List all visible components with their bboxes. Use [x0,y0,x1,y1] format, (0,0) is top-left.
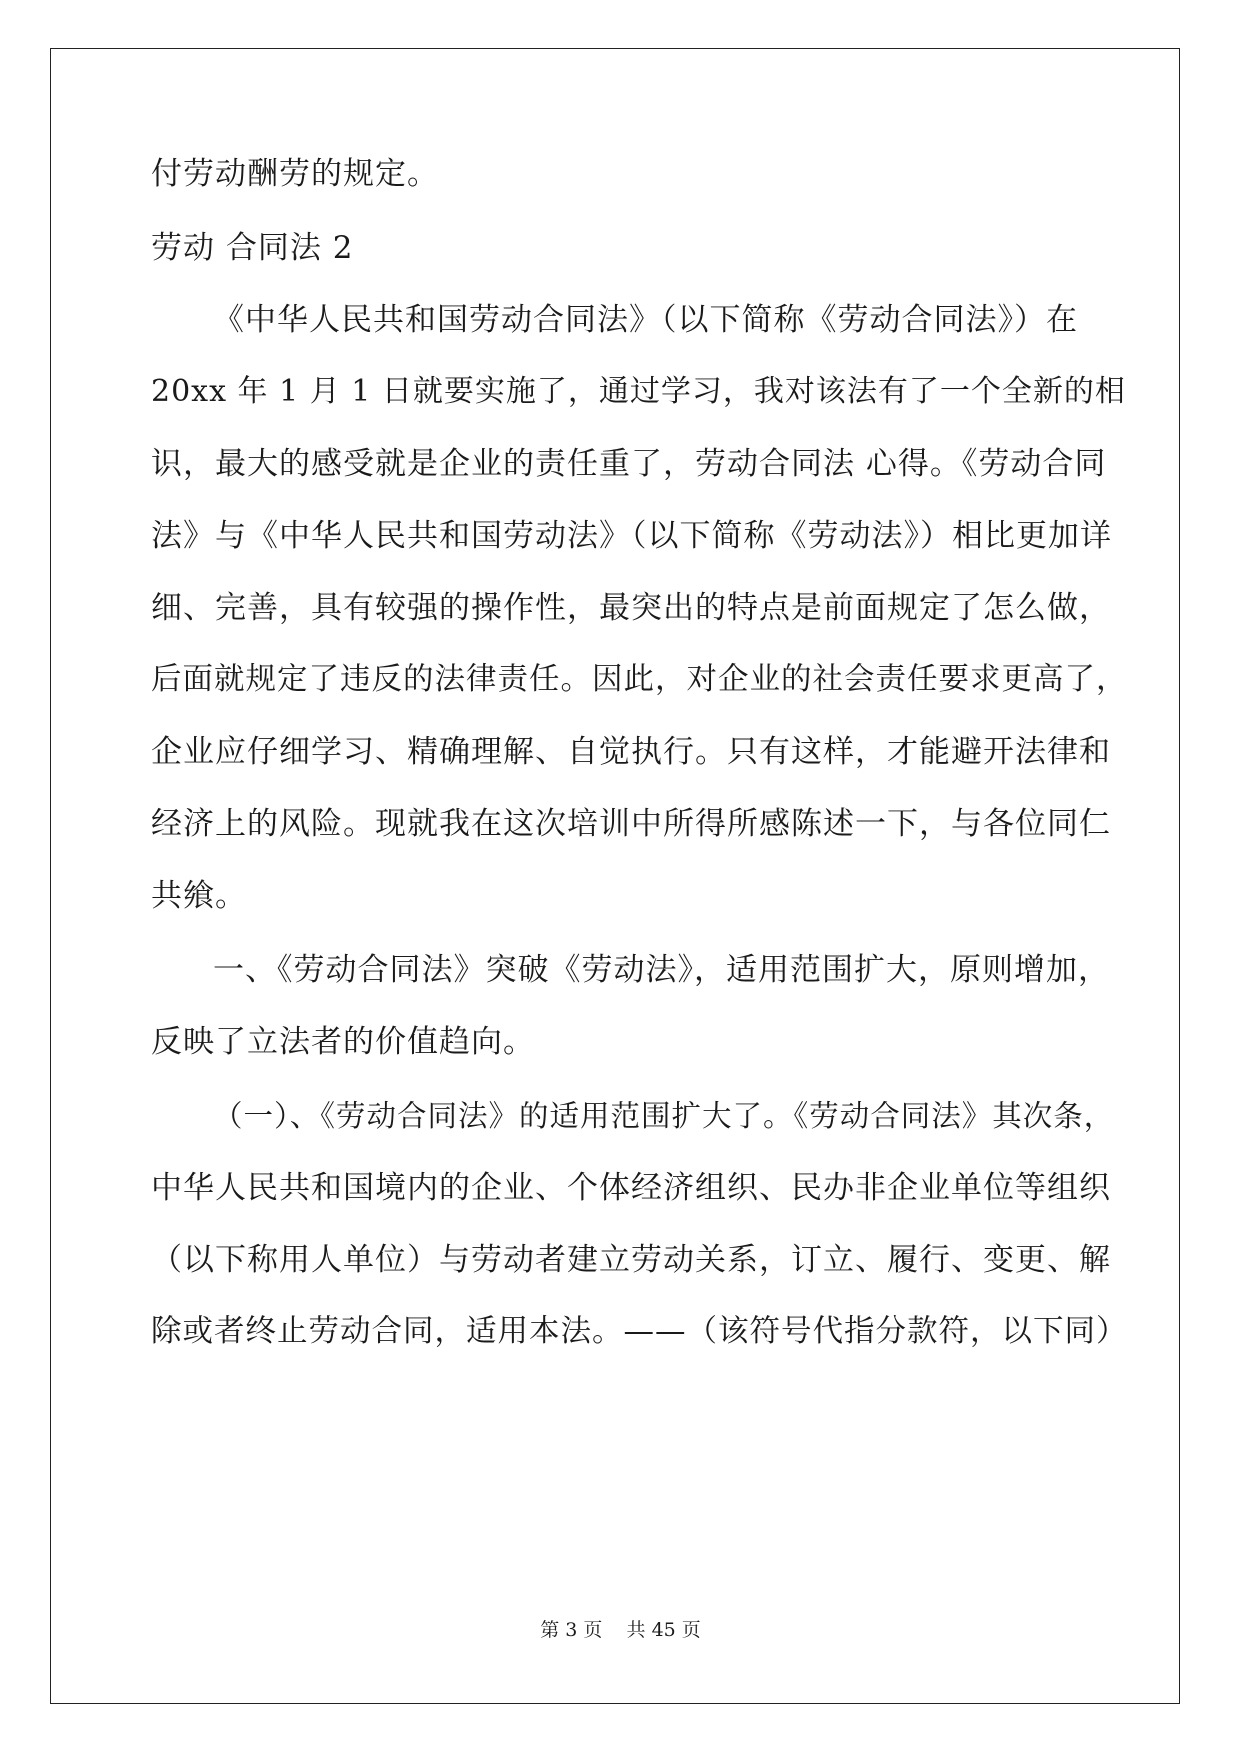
text-line: 20xx 年 1 月 1 日就要实施了，通过学习，我对该法有了一个全新的相 [151,374,1126,409]
text-line: 中华人民共和国境内的企业、个体经济组织、民办非企业单位等组织 [151,1170,1111,1206]
text-line: 反映了立法者的价值趋向。 [151,1024,535,1060]
text-line: （以下称用人单位）与劳动者建立劳动关系，订立、履行、变更、解 [151,1242,1111,1278]
text-line: 《中华人民共和国劳动合同法》（以下简称《劳动合同法》）在 [213,302,1078,338]
text-line: 企业应仔细学习、精确理解、自觉执行。只有这样，才能避开法律和 [151,734,1111,770]
text-line: 共飨。 [151,878,247,914]
page-number-footer: 第 3 页 共 45 页 [540,1619,701,1641]
text-line: （一）、《劳动合同法》的适用范围扩大了。《劳动合同法》其次条， [213,1099,1115,1133]
text-line: 识，最大的感受就是企业的责任重了，劳动合同法 心得。《劳动合同 [151,446,1107,482]
text-line: 后面就规定了违反的法律责任。因此，对企业的社会责任要求更高了， [151,662,1128,697]
text-line: 一、《劳动合同法》突破《劳动法》，适用范围扩大，原则增加， [213,952,1110,988]
text-line: 经济上的风险。现就我在这次培训中所得所感陈述一下，与各位同仁 [151,806,1111,842]
text-line: 付劳动酬劳的规定。 [151,156,439,192]
section-heading: 劳动 合同法 2 [151,230,354,266]
text-line: 细、完善，具有较强的操作性，最突出的特点是前面规定了怎么做， [151,590,1111,626]
text-line: 法》与《中华人民共和国劳动法》（以下简称《劳动法》）相比更加详 [151,518,1112,554]
text-line: 除或者终止劳动合同，适用本法。——（该符号代指分款符，以下同） [151,1314,1128,1349]
